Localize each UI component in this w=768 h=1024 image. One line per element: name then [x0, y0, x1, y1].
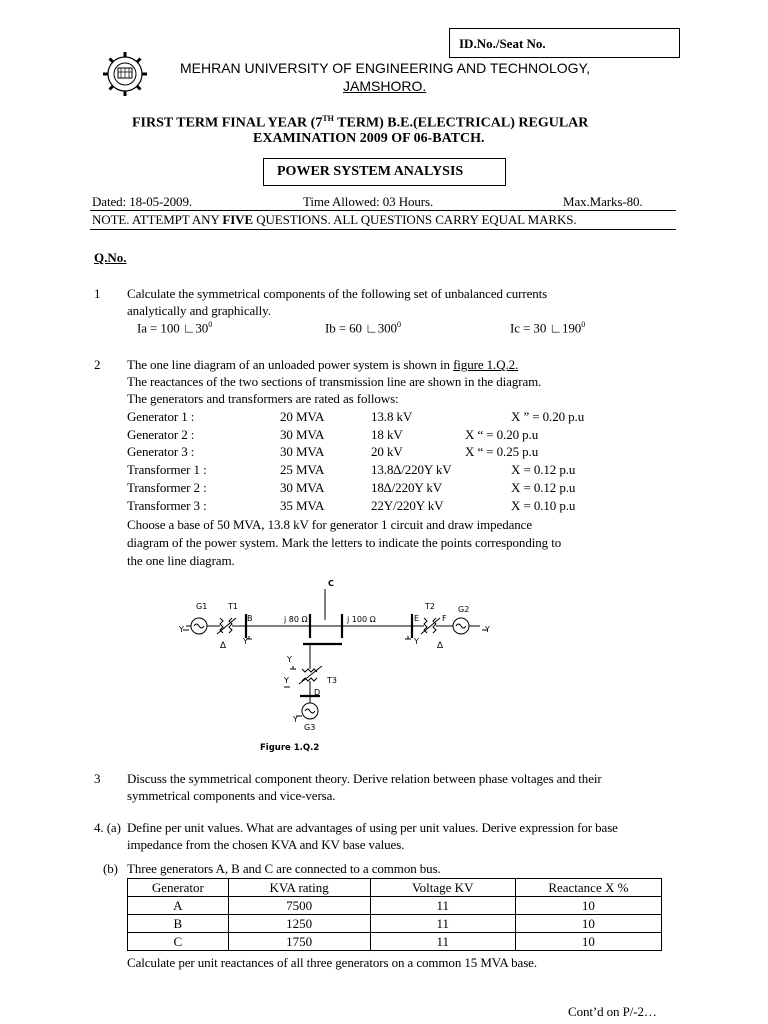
label-y-g1: Y — [179, 625, 184, 634]
rating-kv: 20 kV — [371, 444, 403, 459]
label-y-t1: Y — [243, 637, 248, 646]
q4b-label: (b) — [103, 861, 118, 876]
rating-mva: 30 MVA — [280, 480, 325, 495]
max-marks: Max.Marks-80. — [563, 194, 643, 209]
label-c: C — [328, 579, 334, 588]
university-seal-icon — [101, 50, 149, 98]
q1-ic: Ic = 30 $∟190^0$ — [510, 320, 586, 336]
rating-name: Generator 3 : — [127, 444, 195, 459]
rating-name: Generator 1 : — [127, 409, 195, 424]
label-f: F — [442, 614, 447, 623]
label-e: E — [414, 614, 420, 623]
q1-line1: Calculate the symmetrical components of the following set of unbalanced currents — [127, 286, 548, 301]
exam-title-line2: EXAMINATION 2009 OF 06-BATCH. — [253, 131, 485, 146]
dated: Dated: 18-05-2009. — [92, 194, 193, 209]
rating-name: Generator 2 : — [127, 427, 195, 442]
table-cell: B — [128, 915, 229, 933]
table-cell: C — [128, 933, 229, 951]
rating-kv: 18 kV — [371, 427, 403, 442]
q2-line6: the one line diagram. — [127, 553, 235, 568]
table-cell: A — [128, 897, 229, 915]
q3-line1: Discuss the symmetrical component theory. Derive relation between phase voltages and their — [127, 771, 602, 786]
rating-mva: 35 MVA — [280, 498, 325, 513]
table-cell: 10 — [515, 897, 661, 915]
figure-caption: Figure 1.Q.2 — [260, 743, 320, 753]
q2-line2: The reactances of the two sections of transmission line are shown in the diagram. — [127, 374, 542, 389]
rating-mva: 30 MVA — [280, 427, 325, 442]
q4a-line2: impedance from the chosen KVA and KV base values. — [127, 837, 405, 852]
q4b-line2: Calculate per unit reactances of all three generators on a common 15 MVA base. — [127, 955, 537, 970]
label-x2: j 100 Ω — [347, 615, 376, 624]
generator-table — [127, 878, 662, 951]
q2-line5: diagram of the power system. Mark the letters to indicate the points corresponding to — [127, 535, 562, 550]
q2-line3: The generators and transformers are rated as follows: — [127, 391, 399, 406]
rating-mva: 20 MVA — [280, 409, 325, 424]
id-seat-label: ID.No./Seat No. — [459, 36, 546, 51]
table-header-row — [128, 879, 662, 897]
q2-line1: The one line diagram of an unloaded power system is shown in figure 1.Q.2. — [127, 357, 519, 372]
label-t3: T3 — [327, 676, 337, 685]
label-t2: T2 — [425, 602, 435, 611]
q1-number: 1 — [94, 286, 101, 301]
label-y-t3b: Y — [284, 676, 289, 685]
label-y-g2: Y — [485, 625, 490, 634]
rating-x: X = 0.12 p.u — [511, 462, 576, 477]
q3-number: 3 — [94, 771, 101, 786]
rating-kv: 22Y/220Y kV — [371, 498, 444, 513]
label-delta-t1: ∆ — [220, 641, 227, 651]
table-cell: 11 — [370, 933, 515, 951]
note: NOTE. ATTEMPT ANY FIVE QUESTIONS. ALL QUESTIONS CARRY EQUAL MARKS. — [92, 212, 577, 227]
qno-heading: Q.No. — [94, 250, 127, 265]
label-d: D — [314, 688, 321, 697]
rating-mva: 25 MVA — [280, 462, 325, 477]
label-t1: T1 — [228, 602, 238, 611]
rating-x: X ” = 0.20 p.u — [511, 409, 585, 424]
rating-name: Transformer 3 : — [127, 498, 207, 513]
rule-bottom — [90, 229, 676, 230]
q1-ib: Ib = 60 $∟300^0$ — [325, 320, 401, 336]
table-cell: 11 — [370, 897, 515, 915]
footer-continued: Cont’d on P/-2… — [568, 1004, 657, 1019]
table-cell: 10 — [515, 915, 661, 933]
table-header: Reactance X % — [515, 879, 661, 897]
table-header: Generator — [128, 879, 229, 897]
label-g3: G3 — [304, 723, 316, 732]
university-name: MEHRAN UNIVERSITY OF ENGINEERING AND TECHNOLOGY, — [180, 60, 590, 76]
label-y-g3: Y — [293, 715, 298, 724]
one-line-diagram — [170, 574, 510, 759]
label-b: B — [247, 614, 253, 623]
q2-number: 2 — [94, 357, 101, 372]
rating-kv: 18∆/220Y kV — [371, 480, 443, 495]
table-row — [128, 897, 662, 915]
rating-kv: 13.8 kV — [371, 409, 413, 424]
table-cell: 1750 — [228, 933, 370, 951]
table-cell: 7500 — [228, 897, 370, 915]
rule-top — [90, 210, 676, 211]
q1-line2: analytically and graphically. — [127, 303, 271, 318]
q4a-line1: Define per unit values. What are advantages of using per unit values. Derive expression for base — [127, 820, 618, 835]
q2-line4: Choose a base of 50 MVA, 13.8 kV for generator 1 circuit and draw impedance — [127, 517, 533, 532]
label-delta-t2: ∆ — [437, 641, 444, 651]
label-g2: G2 — [458, 605, 470, 614]
rating-name: Transformer 1 : — [127, 462, 207, 477]
rating-kv: 13.8∆/220Y kV — [371, 462, 452, 477]
rating-name: Transformer 2 : — [127, 480, 207, 495]
exam-title-line1: FIRST TERM FINAL YEAR (7TH TERM) B.E.(ELECTRICAL) REGULAR — [132, 114, 589, 131]
q4a-label: 4. (a) — [94, 820, 121, 835]
table-row — [128, 933, 662, 951]
q3-line2: symmetrical components and vice-versa. — [127, 788, 336, 803]
q1-ia: Ia = 100 $∟30^0$ — [137, 320, 213, 336]
table-cell: 1250 — [228, 915, 370, 933]
rating-x: X = 0.10 p.u — [511, 498, 576, 513]
label-y-t3a: Y — [287, 655, 292, 664]
q4b-line1: Three generators A, B and C are connected to a common bus. — [127, 861, 441, 876]
label-x1: j 80 Ω — [284, 615, 308, 624]
rating-x: X “ = 0.25 p.u — [465, 444, 539, 459]
time-allowed: Time Allowed: 03 Hours. — [303, 194, 434, 209]
label-g1: G1 — [196, 602, 208, 611]
table-header: KVA rating — [228, 879, 370, 897]
subject-title: POWER SYSTEM ANALYSIS — [277, 164, 464, 179]
rating-mva: 30 MVA — [280, 444, 325, 459]
university-city: JAMSHORO. — [343, 78, 427, 94]
table-cell: 11 — [370, 915, 515, 933]
label-y-t2: Y — [414, 637, 419, 646]
rating-x: X = 0.12 p.u — [511, 480, 576, 495]
table-row — [128, 915, 662, 933]
rating-x: X “ = 0.20 p.u — [465, 427, 539, 442]
table-cell: 10 — [515, 933, 661, 951]
table-header: Voltage KV — [370, 879, 515, 897]
